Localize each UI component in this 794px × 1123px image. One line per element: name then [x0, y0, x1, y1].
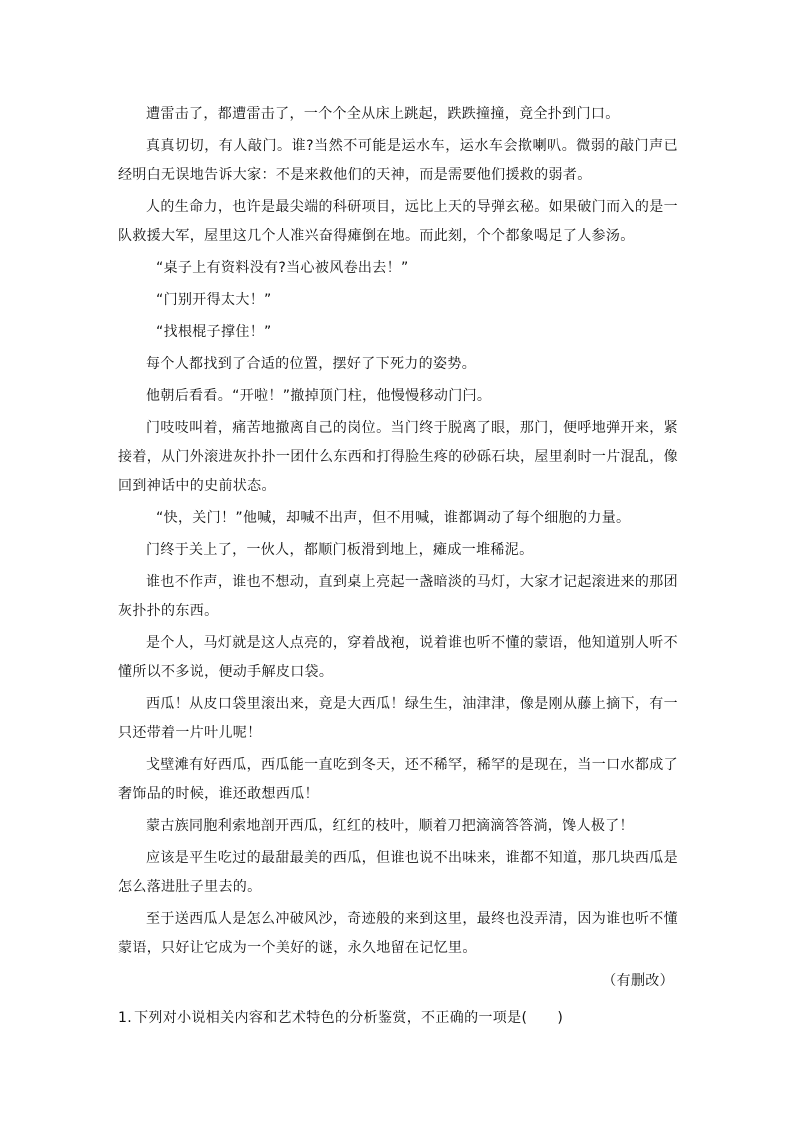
question-close-paren: )	[557, 1010, 564, 1026]
article-body	[118, 100, 678, 996]
paragraph: 门终于关上了，一伙人，都顺门板滑到地上，瘫成一堆稀泥。	[146, 542, 534, 558]
dialogue-line: “桌子上有资料没有?当心被风卷出去！”	[156, 260, 409, 276]
dialogue-line: “找根棍子撑住！”	[156, 324, 272, 340]
paragraph: 谁也不作声，谁也不想动，直到桌上亮起一盏暗淡的马灯，大家才记起滚进来的那团灰扑扑的东西。	[118, 574, 678, 619]
dialogue-line: “门别开得太大！”	[156, 292, 272, 308]
paragraph: 他朝后看看。“开啦！”撤掉顶门柱，他慢慢移动门闩。	[146, 388, 492, 404]
paragraph: 蒙古族同胞利索地剖开西瓜，红红的枝叶，顺着刀把滴滴答答淌，馋人极了！	[146, 818, 634, 834]
dialogue-line: “快，关门！”他喊，却喊不出声，但不用喊，谁都调动了每个细胞的力量。	[156, 510, 631, 526]
paragraph: 遭雷击了，都遭雷击了，一个个全从床上跳起，跌跌撞撞，竟全扑到门口。	[146, 106, 620, 122]
question-number: 1.	[118, 1010, 133, 1026]
paragraph: 戈壁滩有好西瓜，西瓜能一直吃到冬天，还不稀罕，稀罕的是现在，当一口水都成了奢饰品的时候，谁还敢想西瓜！	[118, 757, 678, 802]
source-note: （有删改）	[602, 973, 674, 989]
paragraph: 门吱吱叫着，痛苦地撤离自己的岗位。当门终于脱离了眼，那门，便呼地弹开来，紧接着，从门外滚进灰扑扑一团什么东西和打得脸生疼的砂砾石块，屋里刹时一片混乱，像回到神话中的史前状态。	[118, 420, 678, 494]
paragraph: 真真切切，有人敲门。谁?当然不可能是运水车，运水车会揿喇叭。微弱的敲门声已经明白无误地告诉大家：不是来救他们的天神，而是需要他们援救的弱者。	[118, 138, 678, 183]
paragraph: 西瓜！从皮口袋里滚出来，竟是大西瓜！绿生生，油津津，像是刚从藤上摘下，有一只还带着一片叶儿呢！	[118, 696, 678, 741]
paragraph: 至于送西瓜人是怎么冲破风沙，奇迹般的来到这里，最终也没弄清，因为谁也听不懂蒙语，只好让它成为一个美好的谜，永久地留在记忆里。	[118, 911, 678, 956]
paragraph: 应该是平生吃过的最甜最美的西瓜，但谁也说不出味来，谁都不知道，那几块西瓜是怎么落进肚子里去的。	[118, 850, 678, 895]
paragraph: 人的生命力，也许是最尖端的科研项目，远比上天的导弹玄秘。如果破门而入的是一队救援大军，屋里这几个人准兴奋得瘫倒在地。而此刻，个个都象喝足了人参汤。	[118, 199, 678, 244]
question-1	[118, 1004, 678, 1033]
paragraph: 每个人都找到了合适的位置，摆好了下死力的姿势。	[146, 356, 477, 372]
paragraph: 是个人，马灯就是这人点亮的，穿着战袍，说着谁也听不懂的蒙语，他知道别人听不懂所以不多说，便动手解皮口袋。	[118, 635, 678, 680]
question-text: 下列对小说相关内容和艺术特色的分析鉴赏，不正确的一项是(	[134, 1010, 528, 1026]
